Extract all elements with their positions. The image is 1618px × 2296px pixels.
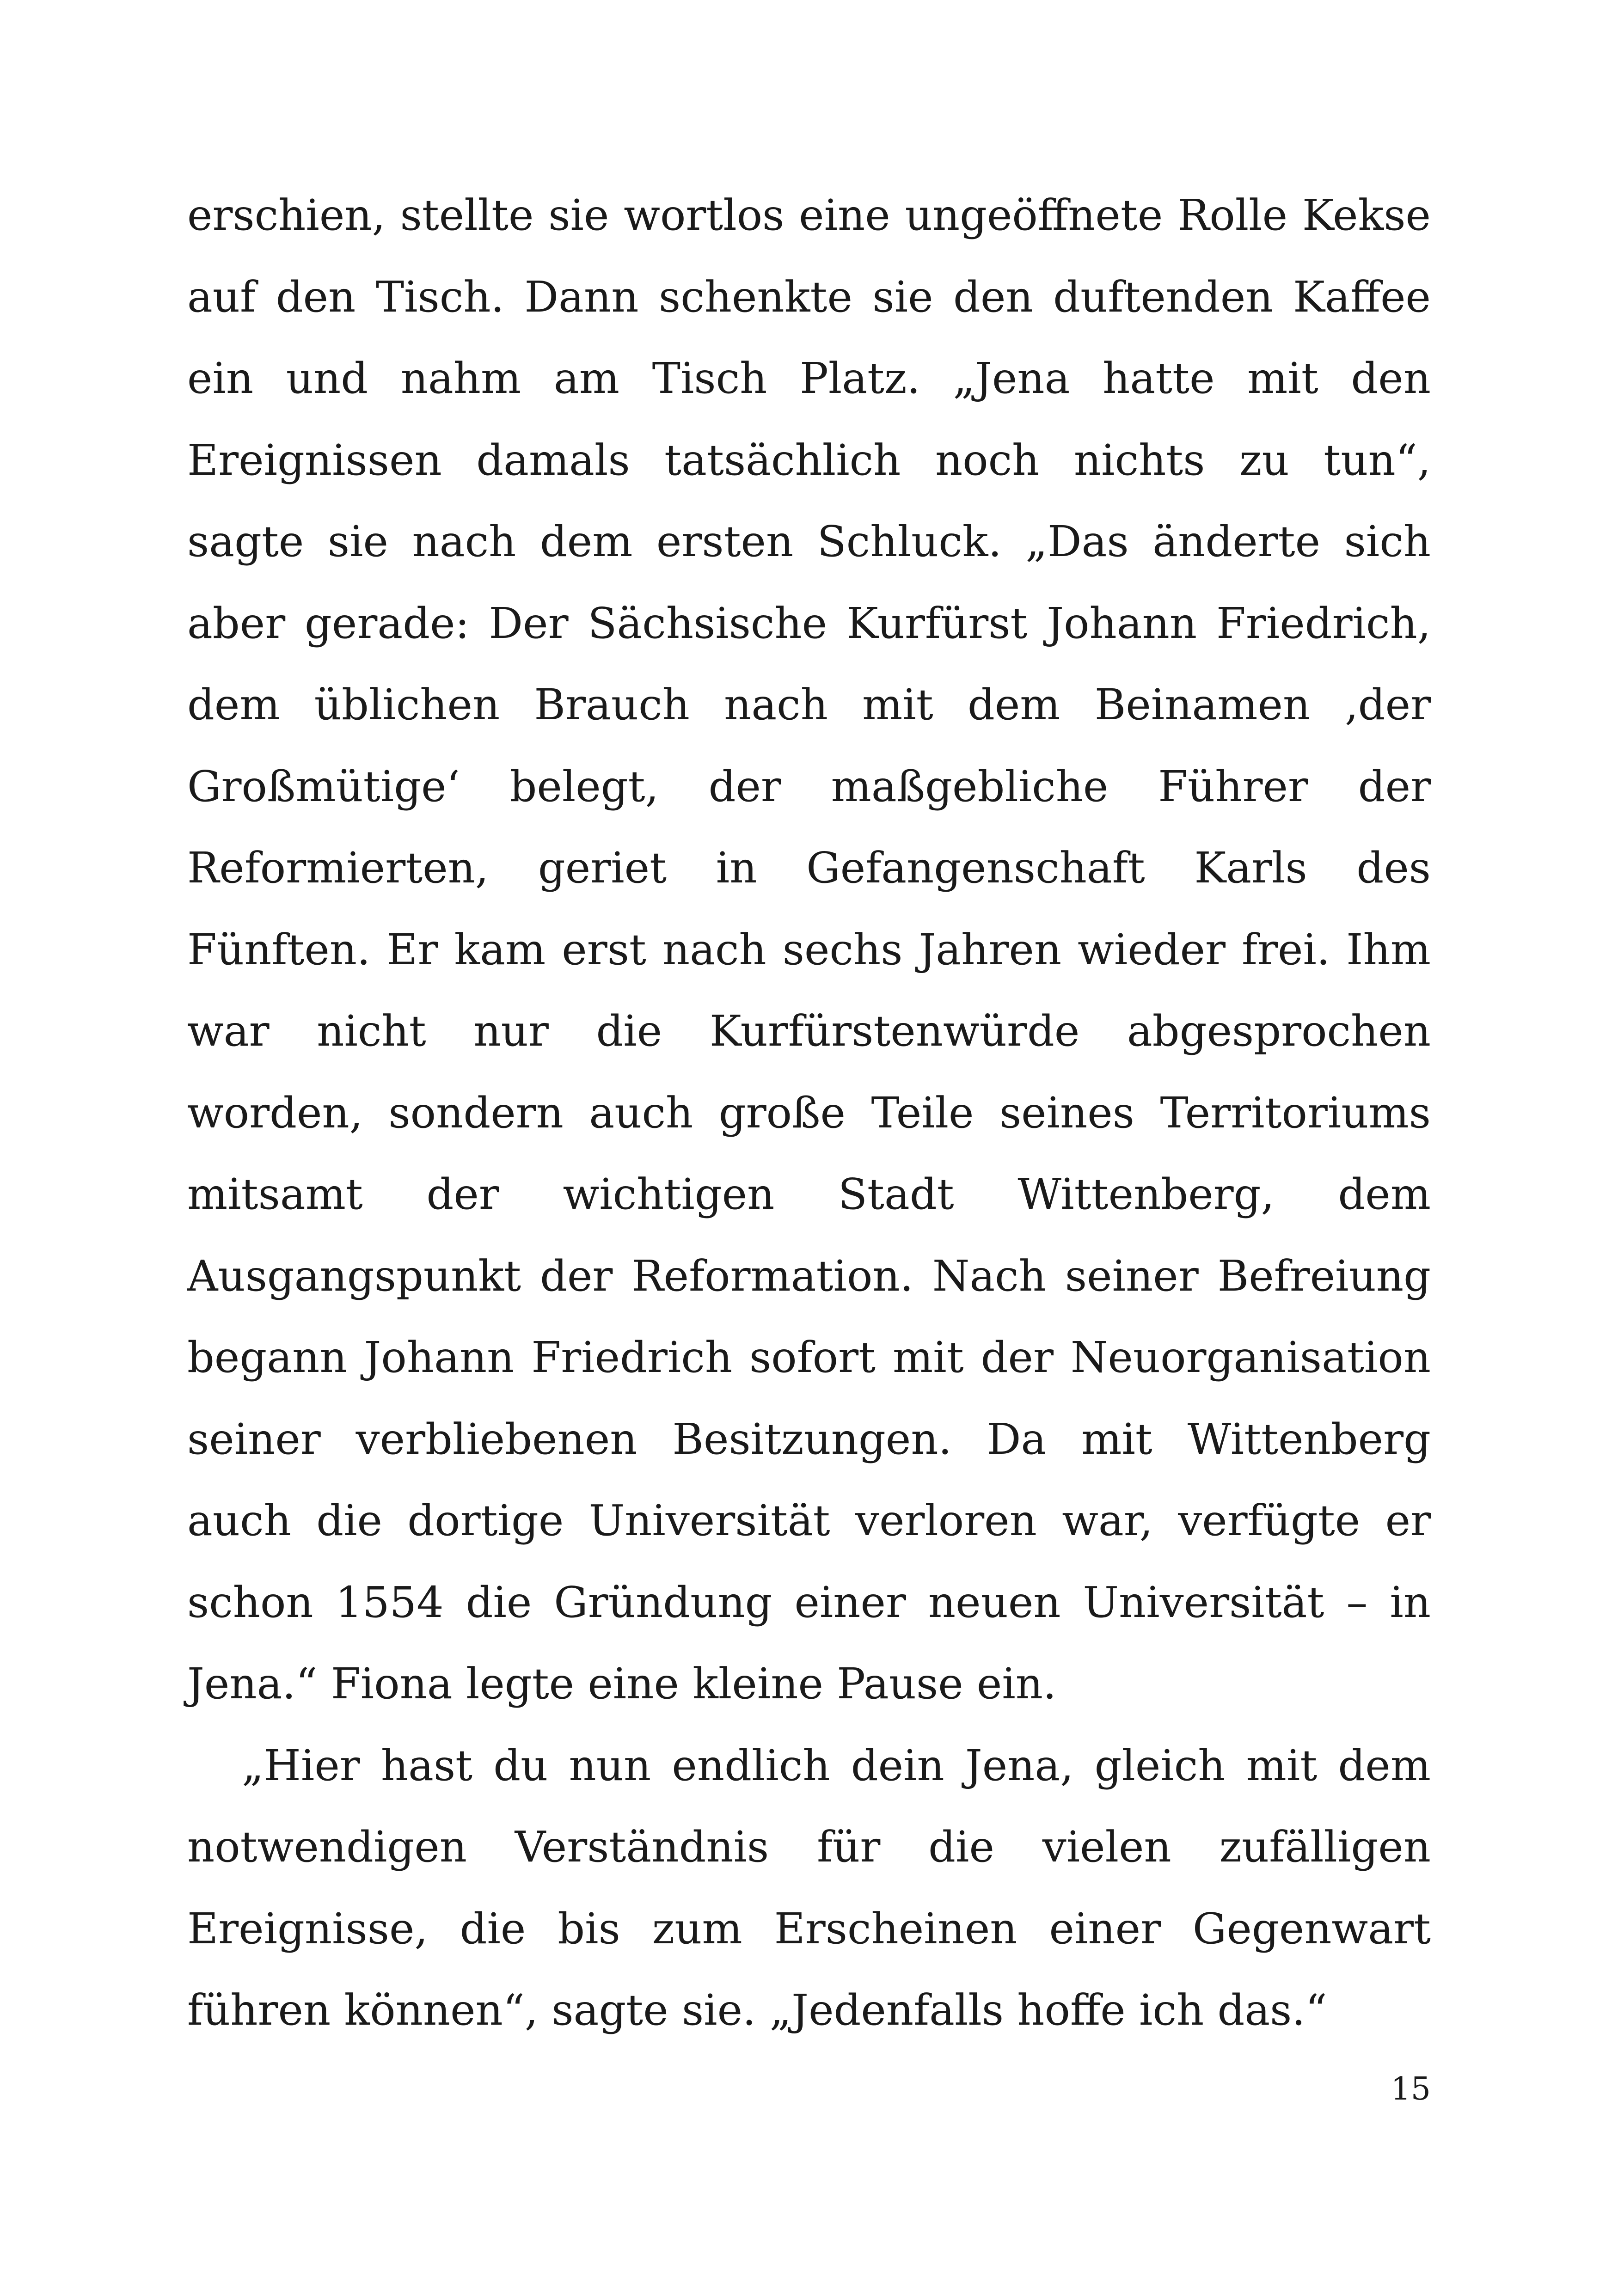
paragraph-1: erschien, stellte sie wortlos eine ungeöffnete Rolle Kekse auf den Tisch. Dann schenkte sie den duftenden Kaffee ein und nahm am Tisch Platz. „Jena hatte mit den Ereignissen damals tatsächlich noch nichts zu tun“, sagte sie nach dem ersten Schluck. „Das änderte sich aber gerade: Der Sächsische Kurfürst Johann Friedrich, dem üblichen Brauch nach mit dem Beinamen ‚der Großmütige‘ belegt, der maßgebliche Führer der Reformierten, geriet in Gefangenschaft Karls des Fünften. Er kam erst nach sechs Jahren wieder frei. Ihm war nicht nur die Kurfürstenwürde abgesprochen worden, sondern auch große Teile seines Territoriums mitsamt der wichtigen Stadt Wittenberg, dem Ausgangspunkt der Reformation. Nach seiner Befreiung begann Johann Friedrich sofort mit der Neuorganisation seiner verbliebenen Besitzungen. Da mit Wittenberg auch die dortige Universität verloren war, verfügte er schon 1554 die Gründung einer neuen Universität – in Jena.“ Fiona legte eine kleine Pause ein.	[187, 190, 1431, 1708]
body-text	[187, 175, 1431, 2051]
paragraph-2: „Hier hast du nun endlich dein Jena, gleich mit dem notwendigen Verständnis für die vielen zufälligen Ereignisse, die bis zum Erscheinen einer Gegenwart führen können“, sagte sie. „Jedenfalls hoffe ich das.“	[187, 1740, 1431, 2035]
page-number: 15	[1391, 2071, 1431, 2107]
